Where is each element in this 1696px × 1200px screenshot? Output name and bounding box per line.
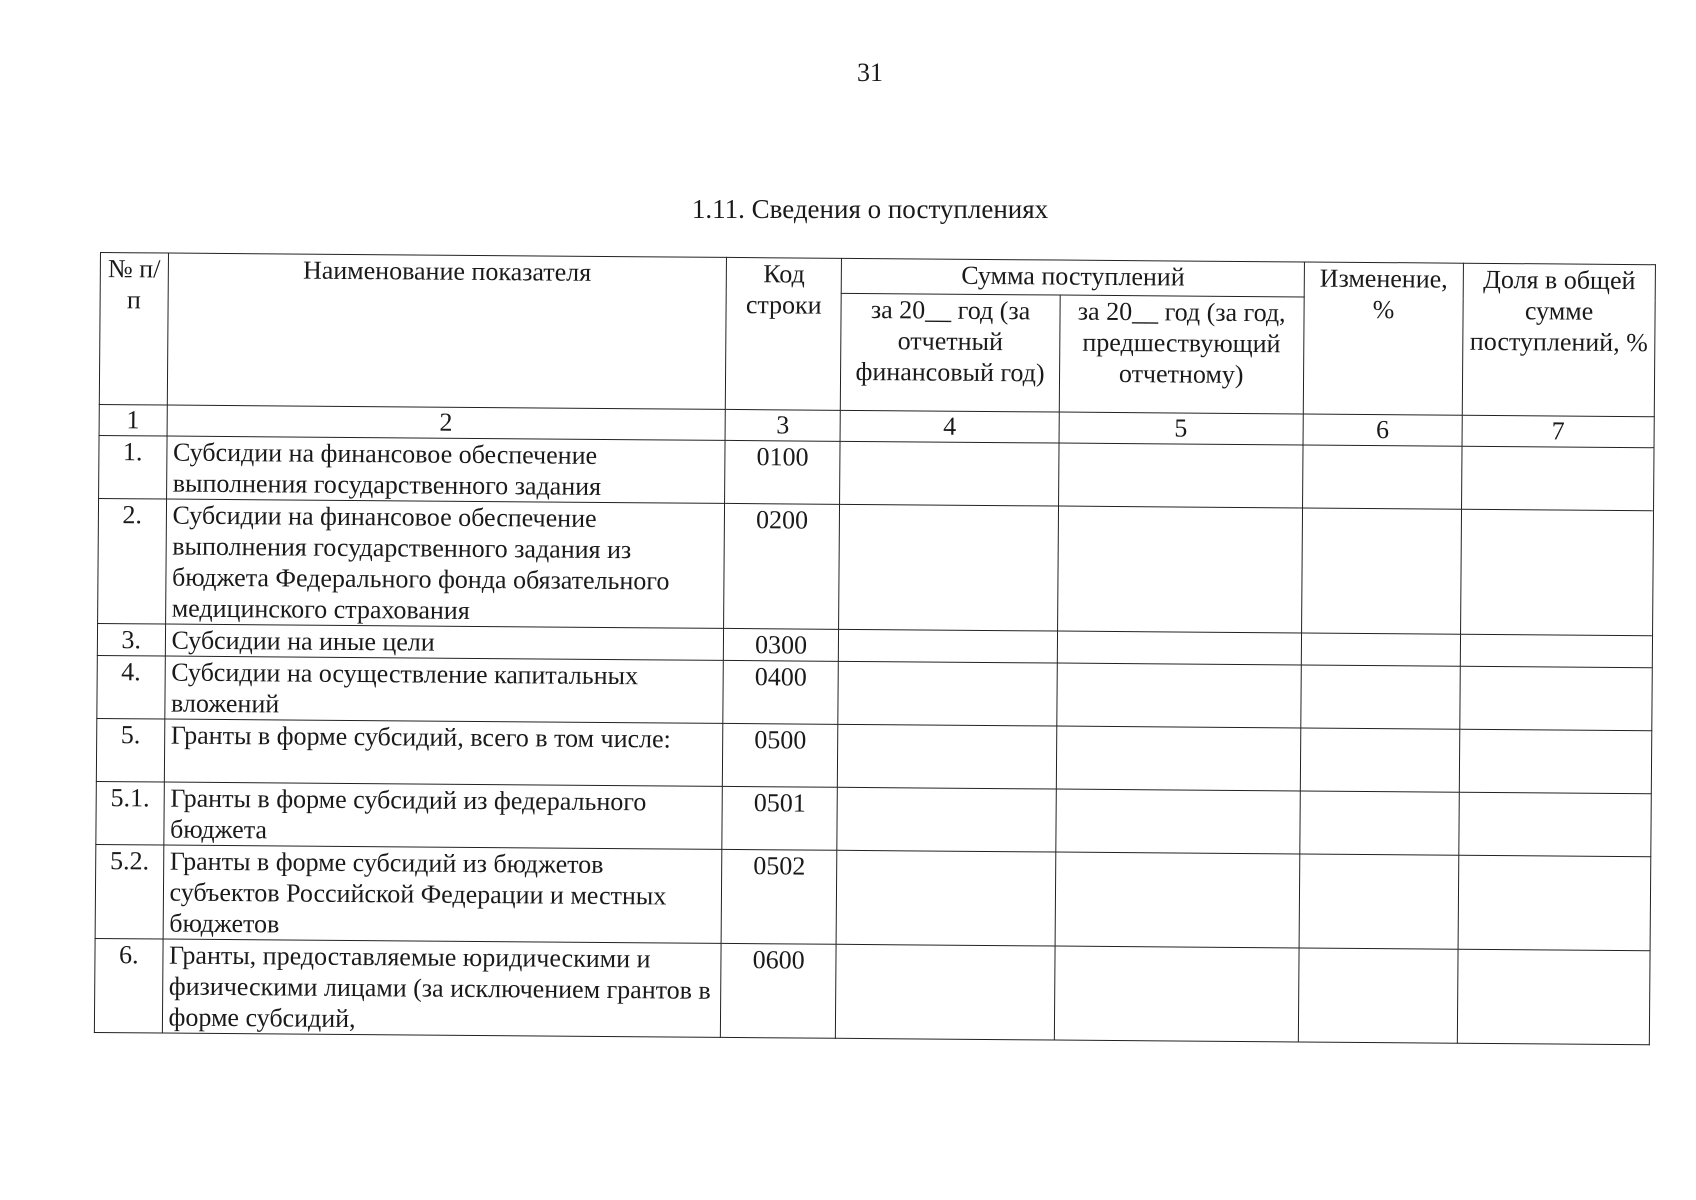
row-number: 2. [98,498,167,624]
sum-current-cell [838,661,1057,726]
row-number: 6. [94,938,162,1033]
line-code: 0400 [723,660,839,724]
line-code: 0100 [724,440,840,504]
header-num: № п/п [99,253,168,406]
indicator-name: Субсидии на финансовое обеспечение выполнения государственного задания из бюджета Федерального фонда обязательного медицинского страхования [165,499,724,628]
row-number: 4. [97,655,165,719]
share-cell [1461,509,1654,636]
page-number: 31 [857,58,883,87]
sum-current-cell [839,504,1058,631]
change-cell [1299,854,1459,949]
sum-prev-cell [1055,852,1300,948]
sum-current-cell [840,441,1059,506]
change-cell [1301,633,1460,666]
header-year-prev: за 20__ год (за год, предшествующий отчетному) [1059,295,1304,414]
indicator-name: Субсидии на иные цели [165,624,724,660]
column-number: 3 [725,409,841,441]
indicator-name: Гранты в форме субсидий, всего в том числе: [164,719,723,786]
sum-current-cell [838,724,1057,789]
sum-prev-cell [1054,946,1299,1042]
line-code: 0502 [721,849,837,944]
sum-prev-cell [1057,506,1302,633]
sum-current-cell [839,629,1057,663]
row-number: 3. [97,623,165,656]
change-cell [1302,445,1462,509]
change-cell [1301,508,1461,634]
line-code: 0500 [722,723,838,787]
change-cell [1300,791,1460,855]
sum-prev-cell [1055,789,1300,854]
share-cell [1460,634,1652,668]
row-number: 1. [99,435,167,499]
sum-prev-cell [1057,631,1302,665]
sum-prev-cell [1058,443,1303,508]
section-title: 1.11. Сведения о поступлениях [691,194,1049,224]
table-row [99,435,1654,510]
line-code: 0600 [720,943,836,1038]
table-row [98,498,1654,635]
share-cell [1459,729,1651,794]
sum-current-cell [836,944,1055,1040]
header-code: Код строки [725,257,842,410]
header-sum-group: Сумма поступлений [842,258,1305,297]
line-code: 0200 [723,503,840,629]
column-number: 1 [99,404,167,436]
indicator-name: Гранты, предоставляемые юридическими и физическими лицами (за исключением грантов в форме субсидий, [162,939,721,1037]
table-row [94,938,1650,1044]
change-cell [1300,728,1460,792]
column-number: 5 [1059,412,1304,445]
header-year-current: за 20__ год (за отчетный финансовый год) [841,293,1060,412]
row-number: 5.2. [95,844,163,939]
change-cell [1301,665,1461,729]
share-cell [1460,666,1652,731]
indicator-name: Субсидии на осуществление капитальных вложений [164,656,723,723]
column-number: 2 [167,405,726,440]
change-cell [1298,948,1458,1043]
line-code: 0501 [722,786,838,850]
column-number: 7 [1462,415,1654,448]
line-code: 0300 [723,628,839,661]
header-share: Доля в общей сумме поступлений, % [1462,263,1655,417]
sum-prev-cell [1056,663,1301,728]
sum-current-cell [837,787,1056,852]
receipts-table [94,252,1656,1045]
sum-current-cell [837,850,1056,946]
column-number: 6 [1303,414,1462,446]
share-cell [1462,446,1654,511]
indicator-name: Гранты в форме субсидий из федерального бюджета [163,782,722,849]
indicator-name: Субсидии на финансовое обеспечение выполнения государственного задания [166,436,725,503]
table-row [95,844,1651,950]
sum-prev-cell [1056,726,1301,791]
header-name: Наименование показателя [167,253,726,409]
row-number: 5.1. [96,781,164,845]
share-cell [1458,855,1651,951]
receipts-table-container [94,252,1656,1045]
share-cell [1457,949,1650,1045]
share-cell [1459,792,1651,857]
column-number: 4 [841,410,1059,443]
row-number: 5. [96,718,164,782]
indicator-name: Гранты в форме субсидий из бюджетов субъектов Российской Федерации и местных бюджетов [163,845,722,943]
header-change: Изменение, % [1303,262,1463,415]
